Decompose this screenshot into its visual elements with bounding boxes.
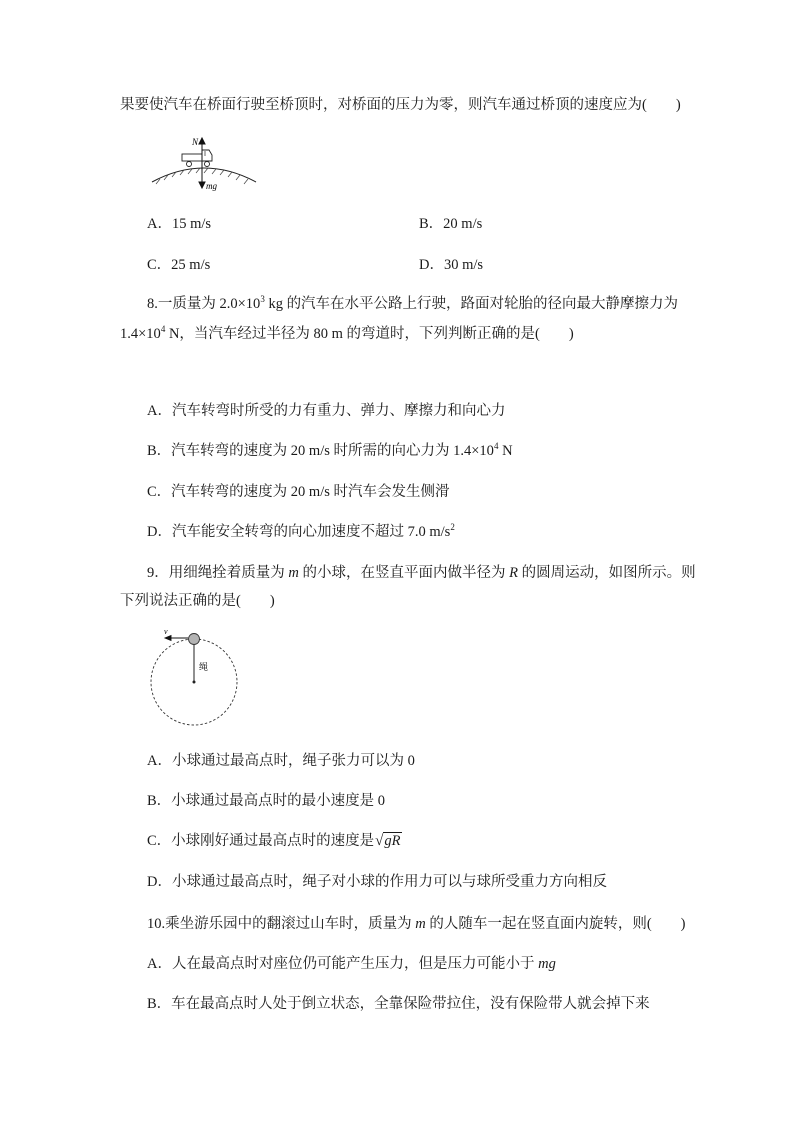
velocity-arrow [165, 636, 188, 641]
q8-option-a[interactable]: A．汽车转弯时所受的力有重力、弹力、摩擦力和向心力 [147, 403, 506, 419]
q8-option-d[interactable]: D．汽车能安全转弯的向心加速度不超过 7.0 $m/s^2$ [147, 522, 455, 540]
q10-stem-line1: 10.乘坐游乐园中的翻滚过山车时，质量为 m 的人随车一起在竖直面内旋转，则( ) [147, 916, 686, 932]
q7-option-a[interactable]: A．15 m/s [147, 216, 212, 232]
sqrt-radicand: gR [384, 833, 401, 849]
q8-option-b[interactable]: B．汽车转弯的速度为 20 m/s 时所需的向心力为 $1.4\times 10^4$ N [147, 441, 513, 459]
q9-option-b[interactable]: B．小球通过最高点时的最小速度是 0 [147, 793, 386, 809]
label-v: v [164, 627, 168, 636]
q8-stem-line2: $1.4\times 10^4$ N，当汽车经过半径为 80 m 的弯道时，下列判断正确的是( ) [120, 324, 574, 342]
q9-option-a[interactable]: A．小球通过最高点时，绳子张力可以为 0 [147, 753, 415, 769]
q10-option-b[interactable]: B．车在最高点时人处于倒立状态，全靠保险带拉住，没有保险带人就会掉下来 [147, 996, 650, 1012]
q9-stem-line1: 9．用细绳拴着质量为 m 的小球，在竖直平面内做半径为 R 的圆周运动，如图所示。则 [147, 565, 696, 581]
q7-option-c[interactable]: C．25 m/s [147, 257, 211, 273]
q7-stem-tail: 果要使汽车在桥面行驶至桥顶时，对桥面的压力为零，则汽车通过桥顶的速度应为( ) [120, 97, 681, 113]
label-rope: 绳 [199, 662, 209, 672]
q8-stem-line1: 8.一质量为 $2.0\times 10^3$ kg 的汽车在水平公路上行驶，路面对轮胎的径向最大静摩擦力为 [147, 294, 679, 312]
q10-option-a[interactable]: A．人在最高点时对座位仍可能产生压力，但是压力可能小于 mg [147, 956, 556, 972]
center-point [193, 681, 196, 684]
ball [189, 634, 200, 645]
q9-stem-line2: 下列说法正确的是( ) [120, 593, 275, 609]
q7-option-b[interactable]: B．20 m/s [419, 216, 483, 232]
gravity-arrow [199, 161, 205, 188]
label-n: N [192, 137, 199, 147]
q9-option-c[interactable]: C．小球刚好通过最高点时的速度是√gR [147, 833, 401, 849]
q8-option-c[interactable]: C．汽车转弯的速度为 20 m/s 时汽车会发生侧滑 [147, 484, 450, 500]
sqrt-symbol: √gR [375, 833, 401, 849]
q9-option-d[interactable]: D．小球通过最高点时，绳子对小球的作用力可以与球所受重力方向相反 [147, 874, 607, 890]
label-mg: mg [206, 181, 217, 191]
q7-bridge-figure [146, 134, 266, 196]
truck-icon [182, 150, 212, 167]
q7-option-d[interactable]: D．30 m/s [419, 257, 484, 273]
q9-circle-figure [144, 626, 244, 726]
